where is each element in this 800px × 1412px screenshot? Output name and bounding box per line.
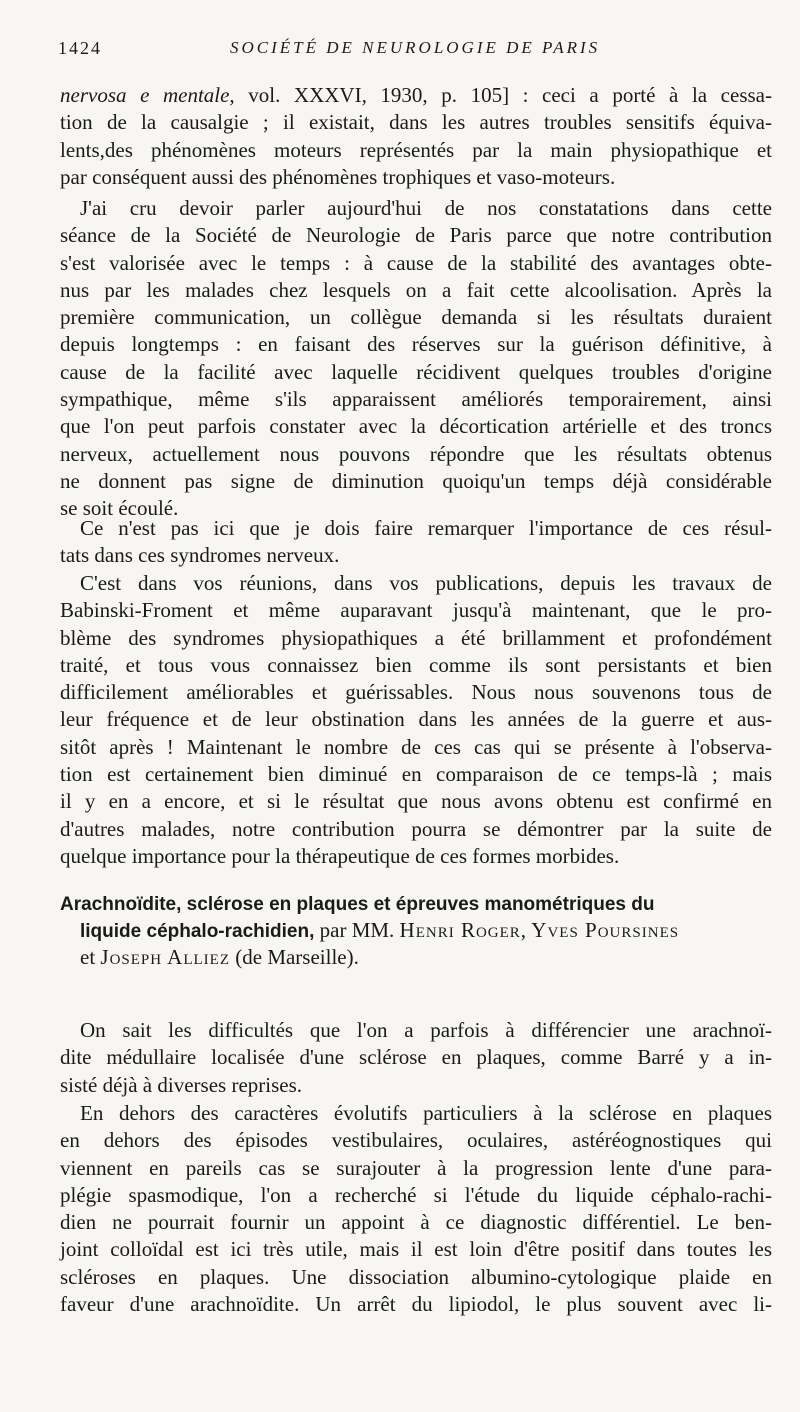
author-name: Joseph Alliez [100,945,230,969]
affiliation: (de Marseille). [235,945,359,969]
article-heading [60,890,776,971]
text-line: tion est certainement bien diminué en comparaison de ce temps-là ; mais [60,762,772,787]
text-line: tats dans ces syndromes nerveux. [60,543,340,568]
journal-title: SOCIÉTÉ DE NEUROLOGIE DE PARIS [230,38,601,57]
text-line: tion de la causalgie ; il existait, dans les autres troubles sensitifs équiva- [60,110,772,135]
text-fragment: vol. XXXVI, 1930, p. 105] : ceci a porté à la cessa- [248,83,772,107]
text-line: plégie spasmodique, l'on a recherché si l'étude du liquide céphalo-rachi- [60,1182,772,1207]
text-line: Babinski-Froment et même auparavant jusqu'à maintenant, que le pro- [60,598,772,623]
text-line: viennent en pareils cas se surajouter à la progression lente d'une para- [60,1155,772,1180]
text-line: lents,des phénomènes moteurs représentés par la main physiopathique et [60,137,772,162]
text-line: nus par les malades chez lesquels on a fait cette alcoolisation. Après la [60,277,772,302]
article-byline [60,944,776,971]
text-line: quelque importance pour la thérapeutique de ces formes morbides. [60,843,620,868]
text-line: cause de la facilité avec laquelle récidivent quelques troubles d'origine [60,359,772,384]
article-title-line-2 [60,917,776,944]
text-line: blème des syndromes physiopathiques a été brillamment et profondément [60,625,772,650]
paragraph-1 [60,82,772,191]
text-line: sitôt après ! Maintenant le nombre de ces cas qui se présente à l'observa- [60,734,772,759]
text-line: traité, et tous vous connaissez bien comme ils sont persistants et bien [60,652,772,677]
text-line: ne donnent pas signe de diminution quoiqu'un temps déjà considérable [60,468,772,493]
separator: , [520,918,532,942]
author-name: Yves Poursines [531,918,680,942]
text-line: en dehors des épisodes vestibulaires, oculaires, astéréognostiques qui [60,1128,772,1153]
conjunction: et [80,945,96,969]
text-line: se soit écoulé. [60,496,179,521]
paragraph-3 [60,515,772,570]
text-line: faveur d'une arachnoïdite. Un arrêt du lipiodol, le plus souvent avec li- [60,1292,772,1317]
text-line: depuis longtemps : en faisant des réserves sur la guérison définitive, à [60,332,772,357]
paragraph-2 [60,195,772,523]
text-line: J'ai cru devoir parler aujourd'hui de nos constatations dans cette [80,196,772,220]
text-line: C'est dans vos réunions, dans vos publications, depuis les travaux de [80,571,772,595]
running-header [58,38,758,66]
text-line: s'est valorisée avec le temps : à cause de la stabilité des avantages obte- [60,250,772,275]
paragraph-4 [60,570,772,870]
text-line: joint colloïdal est ici très utile, mais il est loin d'être positif dans toutes les [60,1237,772,1262]
text-line: leur fréquence et de leur obstination dans les années de la guerre et aus- [60,707,772,732]
author-name: Henri Roger [399,918,521,942]
text-line: scléroses en plaques. Une dissociation albumino-cytologique plaide en [60,1264,772,1289]
citation-title: nervosa e mentale, [60,83,235,107]
paragraph-5 [60,1017,772,1099]
article-title-line-1 [60,890,776,917]
text-line: d'autres malades, notre contribution pourra se démontrer par la suite de [60,816,772,841]
text-line: En dehors des caractères évolutifs particuliers à la sclérose en plaques [80,1101,772,1125]
paragraph-6 [60,1100,772,1318]
text-line: Ce n'est pas ici que je dois faire remarquer l'importance de ces résul- [80,516,772,540]
text-line: première communication, un collègue demanda si les résultats duraient [60,305,772,330]
byline-prefix: par MM. [319,918,395,942]
page-number: 1424 [58,38,102,58]
article-title: Arachnoïdite, sclérose en plaques et épreuves manométriques du [60,894,655,915]
text-line: séance de la Société de Neurologie de Paris parce que notre contribution [60,223,772,248]
text-line: On sait les difficultés que l'on a parfois à différencier une arachnoï- [80,1018,772,1042]
article-title-continued: liquide céphalo-rachidien, [80,921,315,942]
text-line: que l'on peut parfois constater avec la décortication artérielle et des troncs [60,414,772,439]
text-line: par conséquent aussi des phénomènes trophiques et vaso-moteurs. [60,164,616,189]
text-line: sympathique, même s'ils apparaissent améliorés temporairement, ainsi [60,387,772,412]
text-line [60,82,772,109]
text-line: dite médullaire localisée d'une sclérose en plaques, comme Barré y a in- [60,1045,772,1070]
text-line: il y en a encore, et si le résultat que nous avons obtenu est confirmé en [60,789,772,814]
text-line: difficilement améliorables et guérissables. Nous nous souvenons tous de [60,680,772,705]
text-line: nerveux, actuellement nous pouvons répondre que les résultats obtenus [60,441,772,466]
text-line: dien ne pourrait fournir un appoint à ce diagnostic différentiel. Le ben- [60,1210,772,1235]
text-line: sisté déjà à diverses reprises. [60,1072,303,1097]
